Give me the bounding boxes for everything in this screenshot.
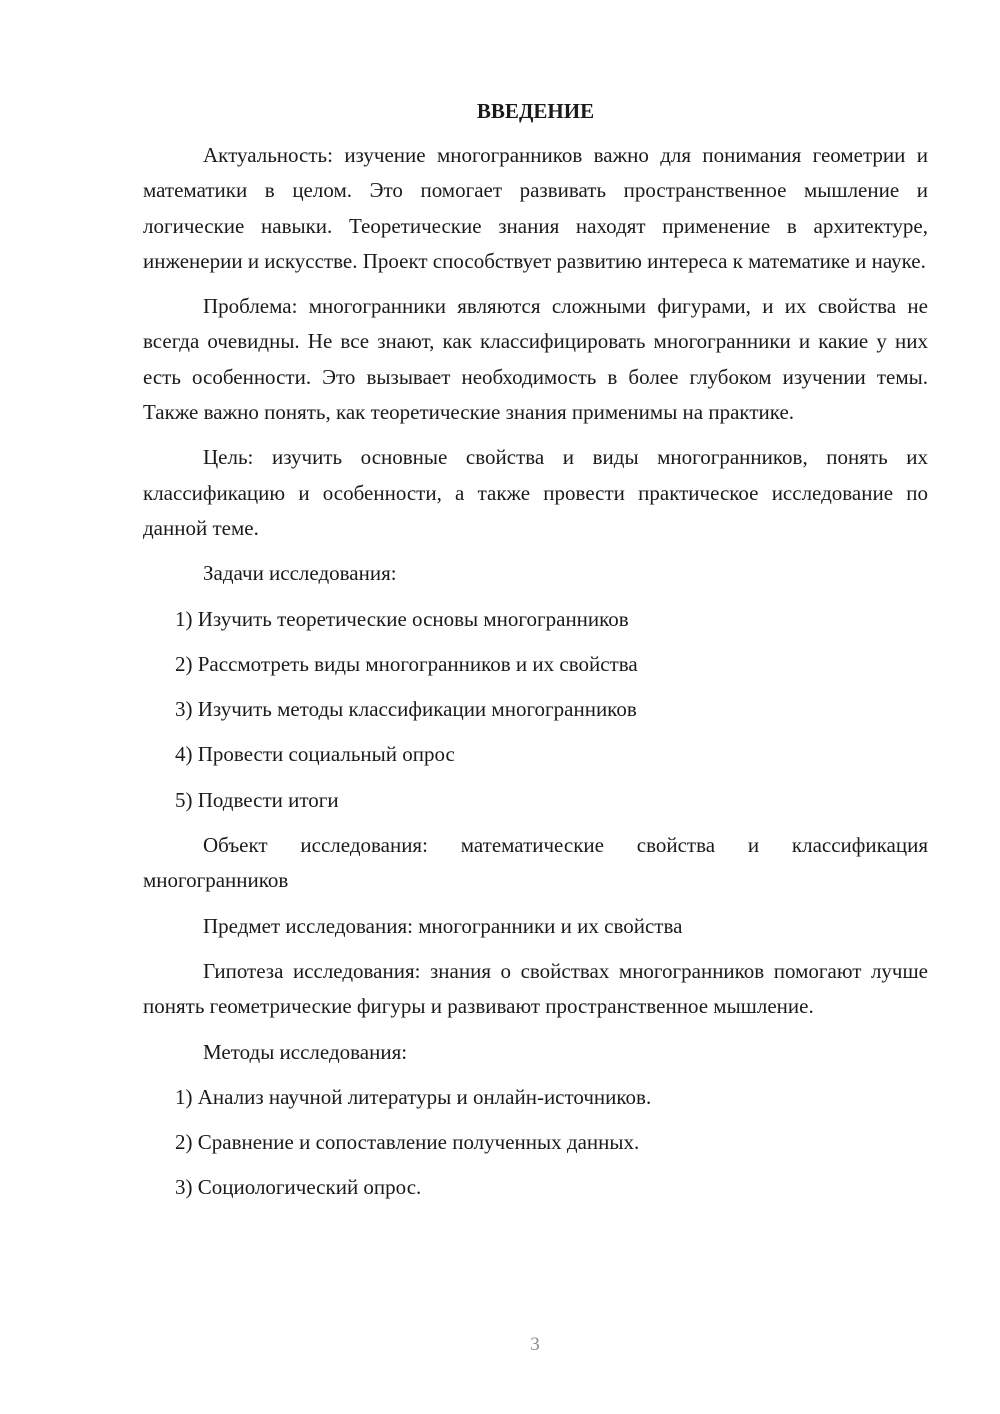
document-page: [143, 96, 928, 1216]
task-item: 1) Изучить теоретические основы многогранников: [175, 606, 629, 631]
task-item: 3) Изучить методы классификации многогранников: [175, 697, 637, 722]
method-item: 1) Анализ научной литературы и онлайн-источников.: [175, 1084, 652, 1109]
object-paragraph: Объект исследования: математические свойства и классификация многогранников: [143, 833, 928, 893]
page-number: 3: [530, 1334, 540, 1355]
method-item: 3) Социологический опрос.: [175, 1175, 422, 1200]
task-item: 4) Провести социальный опрос: [175, 742, 455, 767]
task-item: 2) Рассмотреть виды многогранников и их свойства: [175, 651, 638, 676]
subject-paragraph: Предмет исследования: многогранники и их свойства: [203, 913, 683, 938]
hypothesis-paragraph: Гипотеза исследования: знания о свойствах многогранников помогают лучше понять геометрические фигуры и развивают пространственное мышление.: [143, 958, 928, 1019]
goal-paragraph: Цель: изучить основные свойства и виды многогранников, понять их классификацию и особенности, а также провести практическое исследование по данной теме.: [143, 445, 928, 540]
method-item: 2) Сравнение и сопоставление полученных данных.: [175, 1130, 640, 1155]
relevance-paragraph: Актуальность: изучение многогранников важно для понимания геометрии и математики в целом. Это помогает развивать пространственное мышление и логические навыки. Теоретические знания находят применение в архитектуре, инженерии и искусстве. Проект способствует развитию интереса к математике и науке.: [143, 143, 928, 273]
task-item: 5) Подвести итоги: [175, 787, 339, 812]
section-heading: ВВЕДЕНИЕ: [476, 99, 595, 123]
problem-paragraph: Проблема: многогранники являются сложными фигурами, и их свойства не всегда очевидны. Не все знают, как классифицировать многогранники и какие у них есть особенности. Это вызывает необходимость в более глубоком изучении темы. Также важно понять, как теоретические знания применимы на практике.: [143, 294, 928, 425]
tasks-title: Задачи исследования:: [203, 561, 397, 586]
methods-title: Методы исследования:: [203, 1039, 408, 1064]
